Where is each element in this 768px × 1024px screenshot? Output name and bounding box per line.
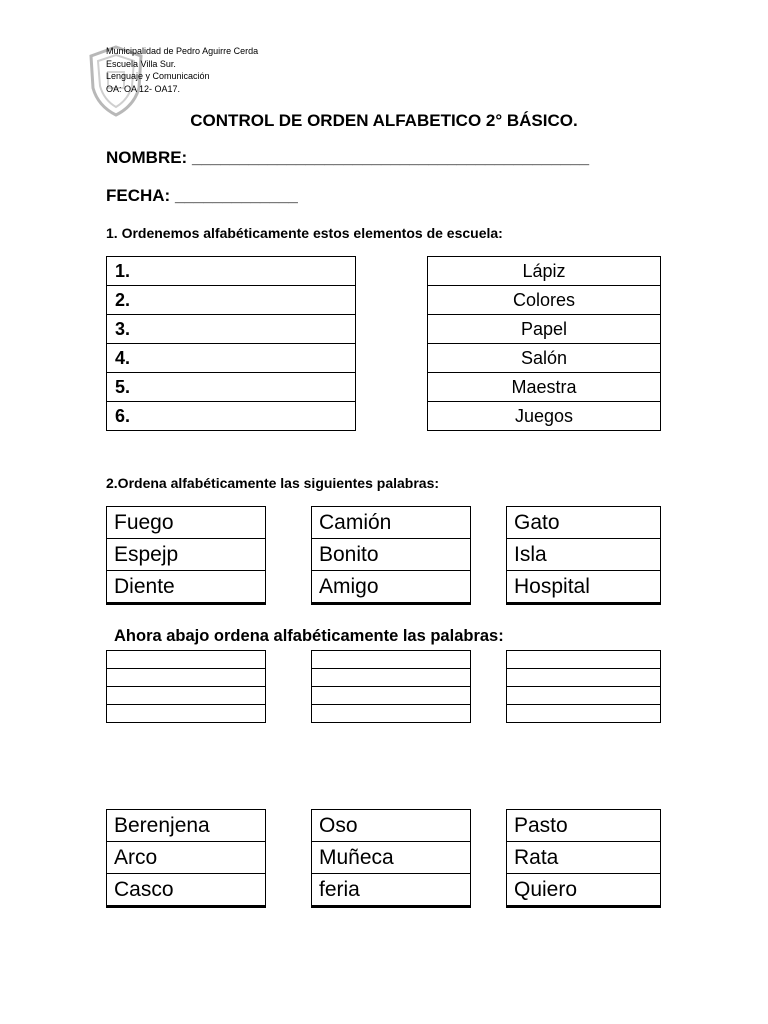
word-cell: Rata <box>507 842 661 874</box>
table-row <box>107 810 266 842</box>
table-row <box>507 539 661 571</box>
word-list-section1 <box>427 256 661 431</box>
school-header <box>106 45 258 95</box>
word-cell: Hospital <box>507 571 661 604</box>
table-row[interactable] <box>312 687 471 705</box>
table-row <box>107 507 266 539</box>
header-line-subject: Lenguaje y Comunicación <box>106 71 210 81</box>
answer-table-section1 <box>106 256 356 431</box>
table-row[interactable] <box>312 651 471 669</box>
answer-cell-2[interactable]: 2. <box>107 286 356 315</box>
table-row <box>312 810 471 842</box>
word-cell: Colores <box>428 286 661 315</box>
page-title: CONTROL DE ORDEN ALFABETICO 2° BÁSICO. <box>190 111 578 130</box>
table-row <box>312 507 471 539</box>
answer-cell-1[interactable]: 1. <box>107 257 356 286</box>
table-row[interactable] <box>107 669 266 687</box>
section3-instruction: Ahora abajo ordena alfabéticamente las palabras: <box>114 627 504 645</box>
word-cell: Maestra <box>428 373 661 402</box>
blank-answer-cell[interactable] <box>507 687 661 705</box>
word-group-5 <box>311 809 471 908</box>
table-row[interactable] <box>312 705 471 723</box>
blank-answer-cell[interactable] <box>107 651 266 669</box>
word-cell: Fuego <box>107 507 266 539</box>
table-row <box>428 257 661 286</box>
table-row[interactable] <box>312 669 471 687</box>
table-row <box>107 571 266 604</box>
table-row <box>507 842 661 874</box>
blank-answer-cell[interactable] <box>312 651 471 669</box>
blank-answer-cell[interactable] <box>107 669 266 687</box>
table-row[interactable] <box>107 402 356 431</box>
table-row[interactable] <box>107 687 266 705</box>
table-row[interactable] <box>107 257 356 286</box>
table-row[interactable] <box>507 651 661 669</box>
table-row[interactable] <box>107 344 356 373</box>
word-cell: Espejp <box>107 539 266 571</box>
table-row <box>507 810 661 842</box>
word-cell: Pasto <box>507 810 661 842</box>
word-cell: Bonito <box>312 539 471 571</box>
word-cell: Juegos <box>428 402 661 431</box>
word-group-6 <box>506 809 661 908</box>
word-cell: Salón <box>428 344 661 373</box>
word-cell: Oso <box>312 810 471 842</box>
word-group-4 <box>106 809 266 908</box>
blank-answer-cell[interactable] <box>312 669 471 687</box>
blank-answer-table-2 <box>311 650 471 723</box>
word-group-1 <box>106 506 266 605</box>
blank-answer-cell[interactable] <box>507 669 661 687</box>
word-cell: Arco <box>107 842 266 874</box>
word-cell: Quiero <box>507 874 661 907</box>
word-cell: Isla <box>507 539 661 571</box>
table-row <box>428 344 661 373</box>
word-cell: Papel <box>428 315 661 344</box>
word-cell: Berenjena <box>107 810 266 842</box>
table-row <box>507 507 661 539</box>
answer-cell-5[interactable]: 5. <box>107 373 356 402</box>
blank-answer-cell[interactable] <box>107 705 266 723</box>
table-row <box>312 539 471 571</box>
table-row[interactable] <box>107 651 266 669</box>
blank-answer-cell[interactable] <box>507 705 661 723</box>
blank-answer-cell[interactable] <box>507 651 661 669</box>
blank-answer-table-3 <box>506 650 661 723</box>
table-row <box>428 286 661 315</box>
word-cell: Lápiz <box>428 257 661 286</box>
table-row <box>428 315 661 344</box>
word-cell: Casco <box>107 874 266 907</box>
blank-answer-cell[interactable] <box>312 687 471 705</box>
table-row <box>312 571 471 604</box>
date-field[interactable]: FECHA: _____________ <box>106 186 298 205</box>
table-row[interactable] <box>107 373 356 402</box>
word-group-2 <box>311 506 471 605</box>
table-row[interactable] <box>507 687 661 705</box>
name-field[interactable]: NOMBRE: __________________________________________ <box>106 148 590 167</box>
word-cell: Muñeca <box>312 842 471 874</box>
table-row[interactable] <box>107 286 356 315</box>
word-cell: Gato <box>507 507 661 539</box>
table-row <box>312 874 471 907</box>
word-cell: Camión <box>312 507 471 539</box>
answer-cell-4[interactable]: 4. <box>107 344 356 373</box>
answer-cell-6[interactable]: 6. <box>107 402 356 431</box>
table-row[interactable] <box>107 705 266 723</box>
table-row <box>107 539 266 571</box>
blank-answer-cell[interactable] <box>107 687 266 705</box>
table-row <box>507 874 661 907</box>
blank-answer-table-1 <box>106 650 266 723</box>
table-row[interactable] <box>107 315 356 344</box>
header-line-municipality: Municipalidad de Pedro Aguirre Cerda <box>106 46 259 56</box>
section1-instruction: 1. Ordenemos alfabéticamente estos elementos de escuela: <box>106 225 503 241</box>
table-row[interactable] <box>507 705 661 723</box>
blank-answer-cell[interactable] <box>312 705 471 723</box>
word-cell: Amigo <box>312 571 471 604</box>
header-line-objectives: OA: OA 12- OA17. <box>106 83 181 94</box>
table-row <box>428 373 661 402</box>
table-row <box>428 402 661 431</box>
word-cell: Diente <box>107 571 266 604</box>
table-row <box>107 842 266 874</box>
header-line-school: Escuela Villa Sur. <box>106 58 176 69</box>
word-cell: feria <box>312 874 471 907</box>
word-group-3 <box>506 506 661 605</box>
answer-cell-3[interactable]: 3. <box>107 315 356 344</box>
table-row <box>312 842 471 874</box>
table-row <box>107 874 266 907</box>
table-row[interactable] <box>507 669 661 687</box>
table-row <box>507 571 661 604</box>
section2-instruction: 2.Ordena alfabéticamente las siguientes palabras: <box>106 475 440 491</box>
